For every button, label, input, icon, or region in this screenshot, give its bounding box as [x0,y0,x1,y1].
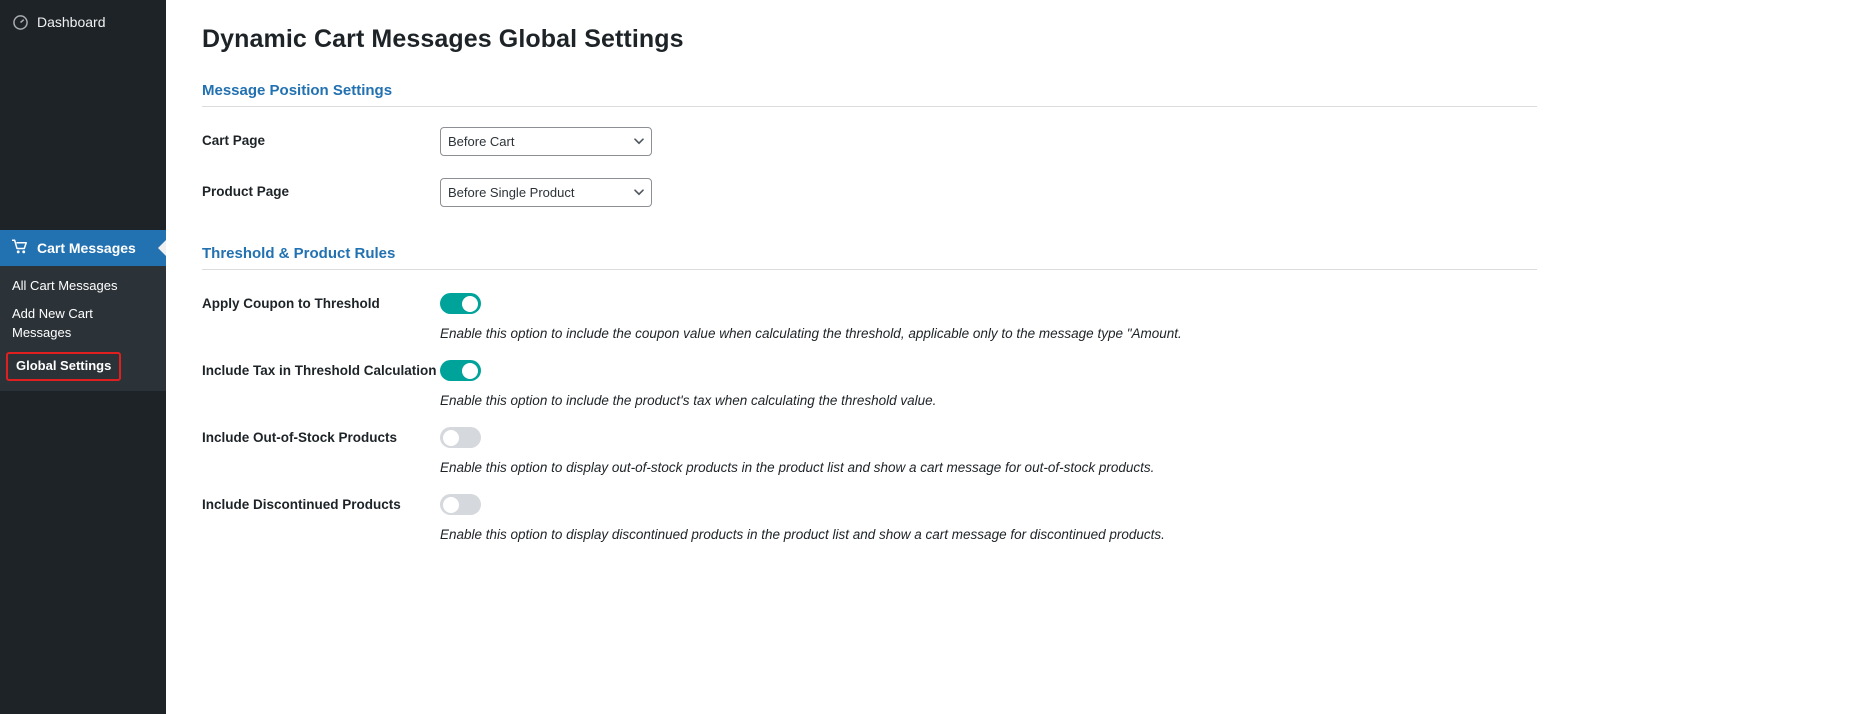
field-label-discontinued: Include Discontinued Products [202,497,401,512]
field-hint-out-of-stock: Enable this option to display out-of-stock products in the product list and show a cart message for out-of-stock products. [440,460,1155,475]
section-divider [202,269,1537,270]
field-group-discontinued [202,491,1820,542]
sidebar-submenu [0,266,166,391]
sidebar-collapsed-area [0,40,166,230]
cart-icon [12,239,28,257]
field-label-out-of-stock: Include Out-of-Stock Products [202,430,398,445]
section-title-message-position: Message Position Settings [202,82,393,99]
field-hint-include-tax: Enable this option to include the product's tax when calculating the threshold value. [440,393,937,408]
sidebar-subitem-label: All Cart Messages [12,277,118,293]
sidebar-subitem-label: Global Settings [16,358,112,374]
sidebar-active-arrow [158,240,166,256]
sidebar-item-add-new-cart-messages[interactable] [0,300,166,348]
toggle-knob [443,497,459,513]
field-label-include-tax: Include Tax in Threshold Calculation [202,363,437,378]
apply-coupon-toggle[interactable] [440,293,481,314]
sidebar-item-label: Dashboard [37,14,106,30]
page-title: Dynamic Cart Messages Global Settings [202,25,684,53]
field-group-apply-coupon [202,290,1820,341]
admin-sidebar [0,0,166,714]
field-label-apply-coupon: Apply Coupon to Threshold [202,296,380,311]
field-row-product-page [202,178,1820,207]
field-control-product-page [440,178,652,207]
sidebar-subitem-label: Add New Cart Messages [12,306,93,341]
sidebar-item-all-cart-messages[interactable] [0,272,166,301]
field-hint-apply-coupon: Enable this option to include the coupon value when calculating the threshold, applicable only to the message type "Amount. [440,326,1182,341]
toggle-knob [443,430,459,446]
product-page-select[interactable] [440,178,652,207]
sidebar-item-global-settings[interactable] [6,352,121,381]
field-group-include-tax [202,357,1820,408]
sidebar-top [0,0,166,40]
sidebar-current-label: Cart Messages [37,239,136,256]
section-title-threshold-rules: Threshold & Product Rules [202,245,396,262]
include-out-of-stock-toggle[interactable] [440,427,481,448]
section-divider [202,106,1537,107]
field-label-cart-page: Cart Page [202,133,266,148]
cart-page-select[interactable] [440,127,652,156]
include-discontinued-toggle[interactable] [440,494,481,515]
toggle-knob [462,296,478,312]
field-control-cart-page [440,127,652,156]
sidebar-bottom-area [0,391,166,714]
settings-content [166,0,1850,714]
toggle-knob [462,363,478,379]
field-label-product-page: Product Page [202,184,290,199]
field-row-cart-page [202,127,1820,156]
dashboard-icon [12,15,29,30]
field-hint-discontinued: Enable this option to display discontinued products in the product list and show a cart message for discontinued products. [440,527,1165,542]
include-tax-toggle[interactable] [440,360,481,381]
field-group-out-of-stock [202,424,1820,475]
sidebar-item-dashboard[interactable] [0,6,166,40]
sidebar-item-cart-messages[interactable] [0,230,166,266]
